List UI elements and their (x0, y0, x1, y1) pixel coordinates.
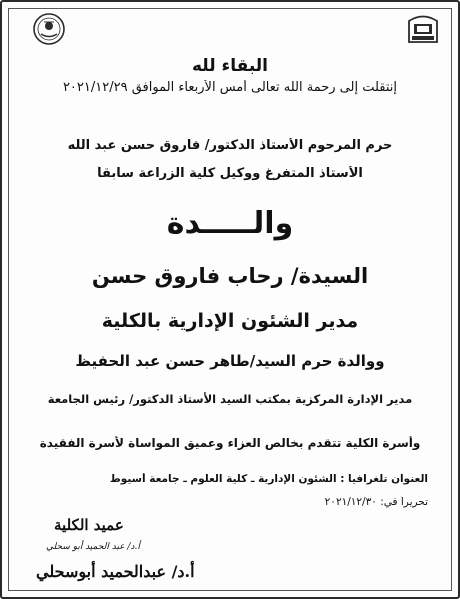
dean-title: عميد الكلية (54, 516, 124, 534)
relation-title-line: مدير الإدارة المركزية بمكتب السيد الأستاذ الدكتور/ رئيس الجامعة (47, 392, 413, 406)
handwritten-signature: أ.د/ عبد الحميد أبو سحلي (46, 542, 140, 552)
condolence-line: وأسرة الكلية تتقدم بخالص العزاء وعميق المواساة لأسرة الفقيدة (39, 436, 421, 450)
announcement-title: البقاء لله (191, 56, 268, 76)
relation-line: ووالدة حرم السيد/طاهر حسن عبد الحفيظ (75, 352, 385, 370)
dean-name: أ.د/ عبدالحميد أبوسحلي (36, 562, 195, 581)
husband-line: حرم المرحوم الأستاذ الدكتور/ فاروق حسن عبد الله (67, 138, 393, 153)
deceased-name: السيدة/ رحاب فاروق حسن (91, 264, 369, 288)
issue-date: تحريراً في: ٢٠٢١/١٢/٣٠ (324, 496, 428, 508)
university-logo-icon (406, 12, 440, 46)
faculty-logo-icon (32, 12, 66, 46)
telegraphic-address: العنوان تلغرافياً : الشئون الإدارية ـ كلية العلوم ـ جامعة أسيوط (109, 473, 428, 485)
mother-heading: والـــــدة (166, 206, 294, 241)
husband-title-line: الأستاذ المتفرغ ووكيل كلية الزراعة سابقاً (97, 166, 363, 181)
death-notice-line: إنتقلت إلى رحمة الله تعالى أمس الأربعاء الموافق ٢٠٢١/١٢/٢٩ (62, 80, 398, 95)
deceased-role: مدير الشئون الإدارية بالكلية (101, 310, 359, 332)
